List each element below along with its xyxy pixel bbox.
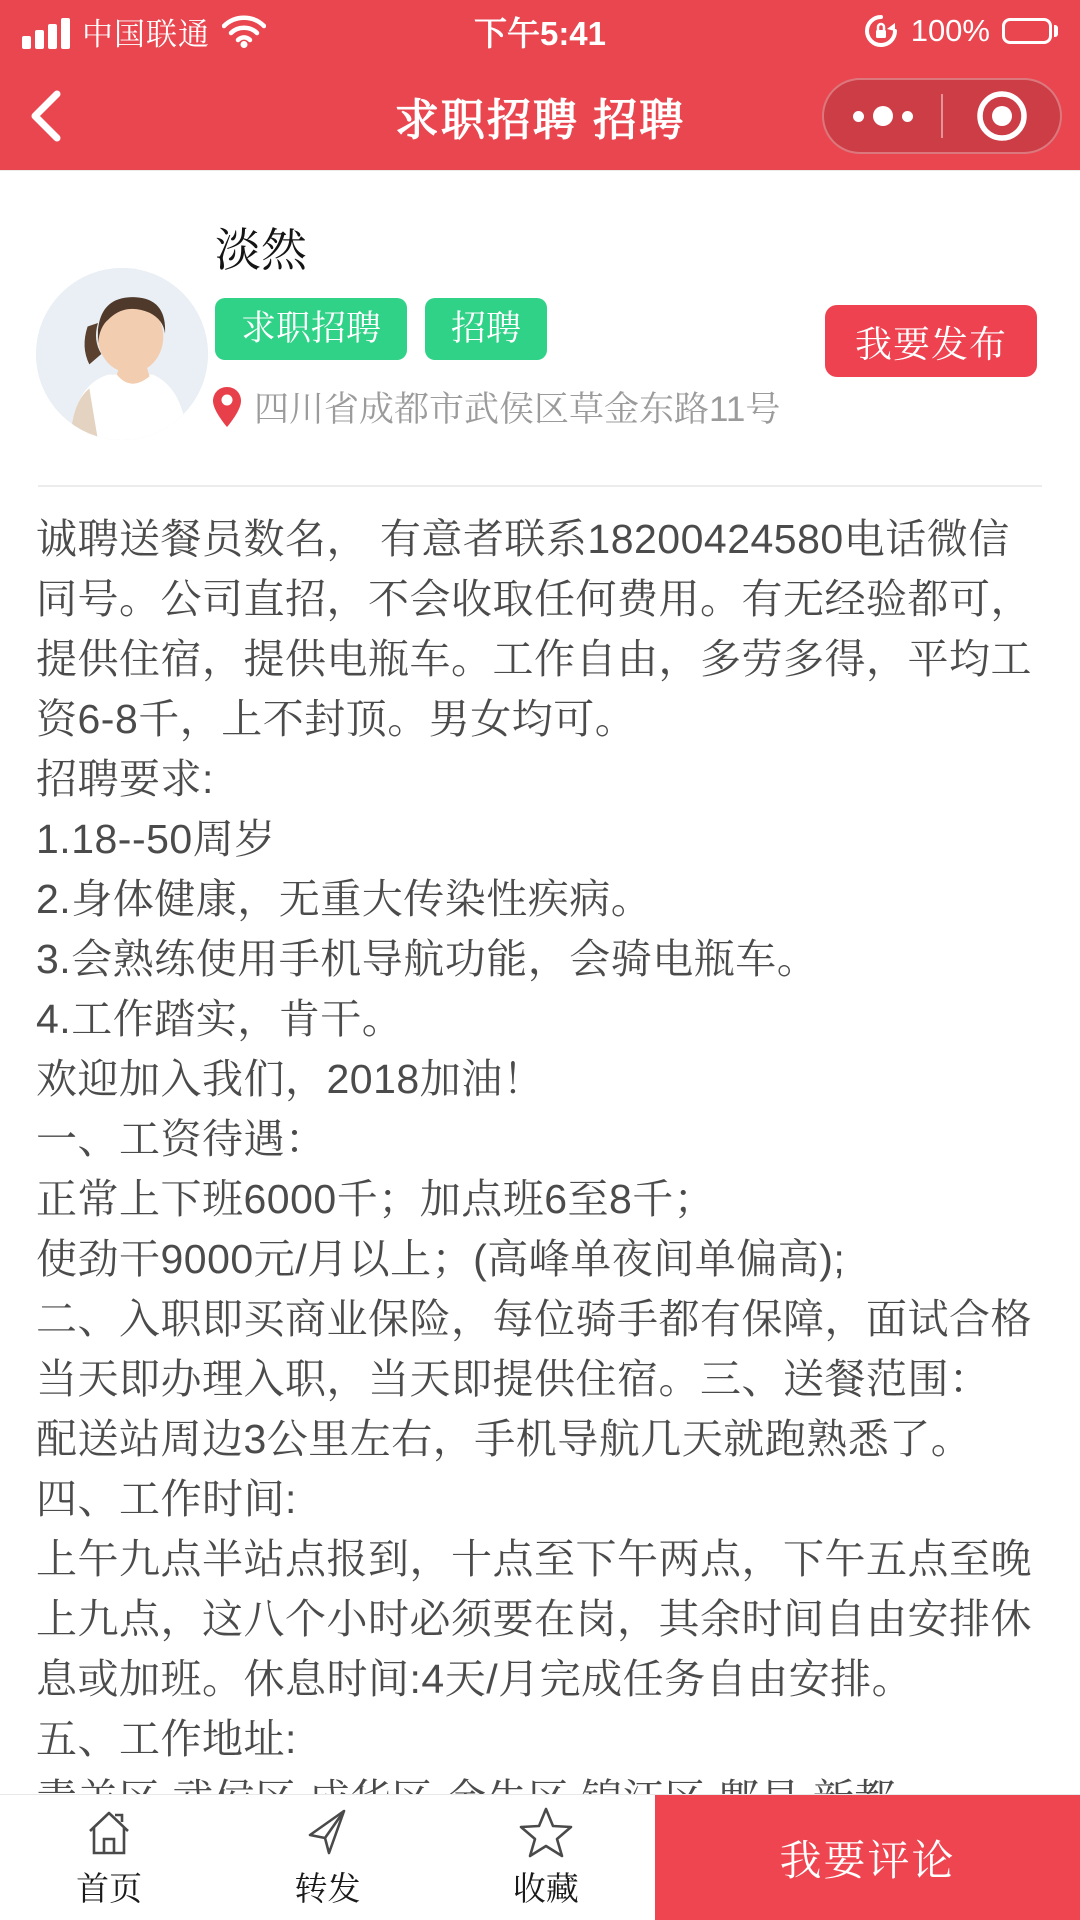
post-paragraph: 1.18--50周岁: [36, 816, 276, 862]
address-row: [212, 382, 780, 432]
home-icon: [82, 1805, 136, 1859]
post-paragraph: 二、入职即买商业保险，每位骑手都有保障，面试合格当天即办理入职，当天即提供住宿。三、送餐范围：: [36, 1296, 1032, 1402]
share-icon: [300, 1805, 354, 1859]
poster-profile-card: [0, 170, 1080, 485]
post-paragraph: 一、工资待遇：: [36, 1116, 327, 1162]
clock-label: 下午5:41: [473, 14, 607, 52]
post-paragraph: 4.工作踏实，肯干。: [36, 996, 404, 1042]
post-paragraph: 四、工作时间:: [36, 1476, 297, 1522]
post-paragraph: 3.会熟练使用手机导航功能，会骑电瓶车。: [36, 936, 819, 982]
page-title: 求职招聘 招聘: [394, 96, 686, 145]
carrier-label: 中国联通: [82, 16, 210, 52]
tag-list: [215, 298, 547, 360]
tab-home-label: 首页: [76, 1870, 143, 1907]
rotation-lock-icon: [863, 13, 899, 49]
tab-favorite[interactable]: [437, 1795, 655, 1920]
avatar[interactable]: [36, 268, 208, 440]
star-icon: [518, 1805, 574, 1859]
post-paragraph: 正常上下班6000千；加点班6至8千；: [36, 1176, 716, 1222]
page-content: [0, 170, 1080, 1920]
post-paragraph: 欢迎加入我们，2018加油！: [36, 1056, 545, 1102]
more-dots-icon: [853, 106, 913, 126]
tag-badge: 求职招聘: [215, 298, 407, 360]
battery-icon: [1002, 18, 1058, 44]
post-body: [0, 487, 1080, 1829]
more-menu-button[interactable]: [824, 80, 941, 152]
battery-percent-label: 100%: [910, 13, 990, 48]
address-label: 四川省成都市武侯区草金东路11号: [254, 390, 781, 429]
tab-home[interactable]: [0, 1795, 218, 1920]
post-paragraph: 招聘要求:: [36, 756, 214, 802]
tab-share[interactable]: [218, 1795, 436, 1920]
status-bar: [0, 0, 1080, 62]
tab-share-label: 转发: [294, 1870, 361, 1907]
tab-favorite-label: 收藏: [512, 1870, 579, 1907]
bottom-tab-bar: [0, 1795, 1080, 1920]
nav-bar: [0, 62, 1080, 170]
post-paragraph: 配送站周边3公里左右，手机导航几天就跑熟悉了。: [36, 1416, 973, 1462]
post-paragraph: 诚聘送餐员数名， 有意者联系18200424580电话微信同号。公司直招，不会收取任何费用。有无经验都可，提供住宿，提供电瓶车。工作自由，多劳多得，平均工资6-8千，上不封顶。男女均可。: [36, 516, 1032, 742]
publish-button[interactable]: 我要发布: [825, 305, 1037, 377]
tag-badge: 招聘: [425, 298, 547, 360]
location-pin-icon: [212, 386, 242, 428]
poster-name: 淡然: [215, 224, 307, 276]
post-paragraph: 使劲干9000元/月以上；(高峰单夜间单偏高);: [36, 1236, 846, 1282]
miniprogram-capsule: [822, 78, 1062, 154]
target-circle-icon: [973, 87, 1031, 145]
post-paragraph: 2.身体健康，无重大传染性疾病。: [36, 876, 653, 922]
close-minimize-button[interactable]: [943, 80, 1060, 152]
post-paragraph: 五、工作地址:: [36, 1716, 297, 1762]
post-paragraph: 上午九点半站点报到，十点至下午两点，下午五点至晚上九点，这八个小时必须要在岗，其余时间自由安排休息或加班。休息时间:4天/月完成任务自由安排。: [36, 1536, 1032, 1702]
comment-button[interactable]: 我要评论: [655, 1795, 1080, 1920]
